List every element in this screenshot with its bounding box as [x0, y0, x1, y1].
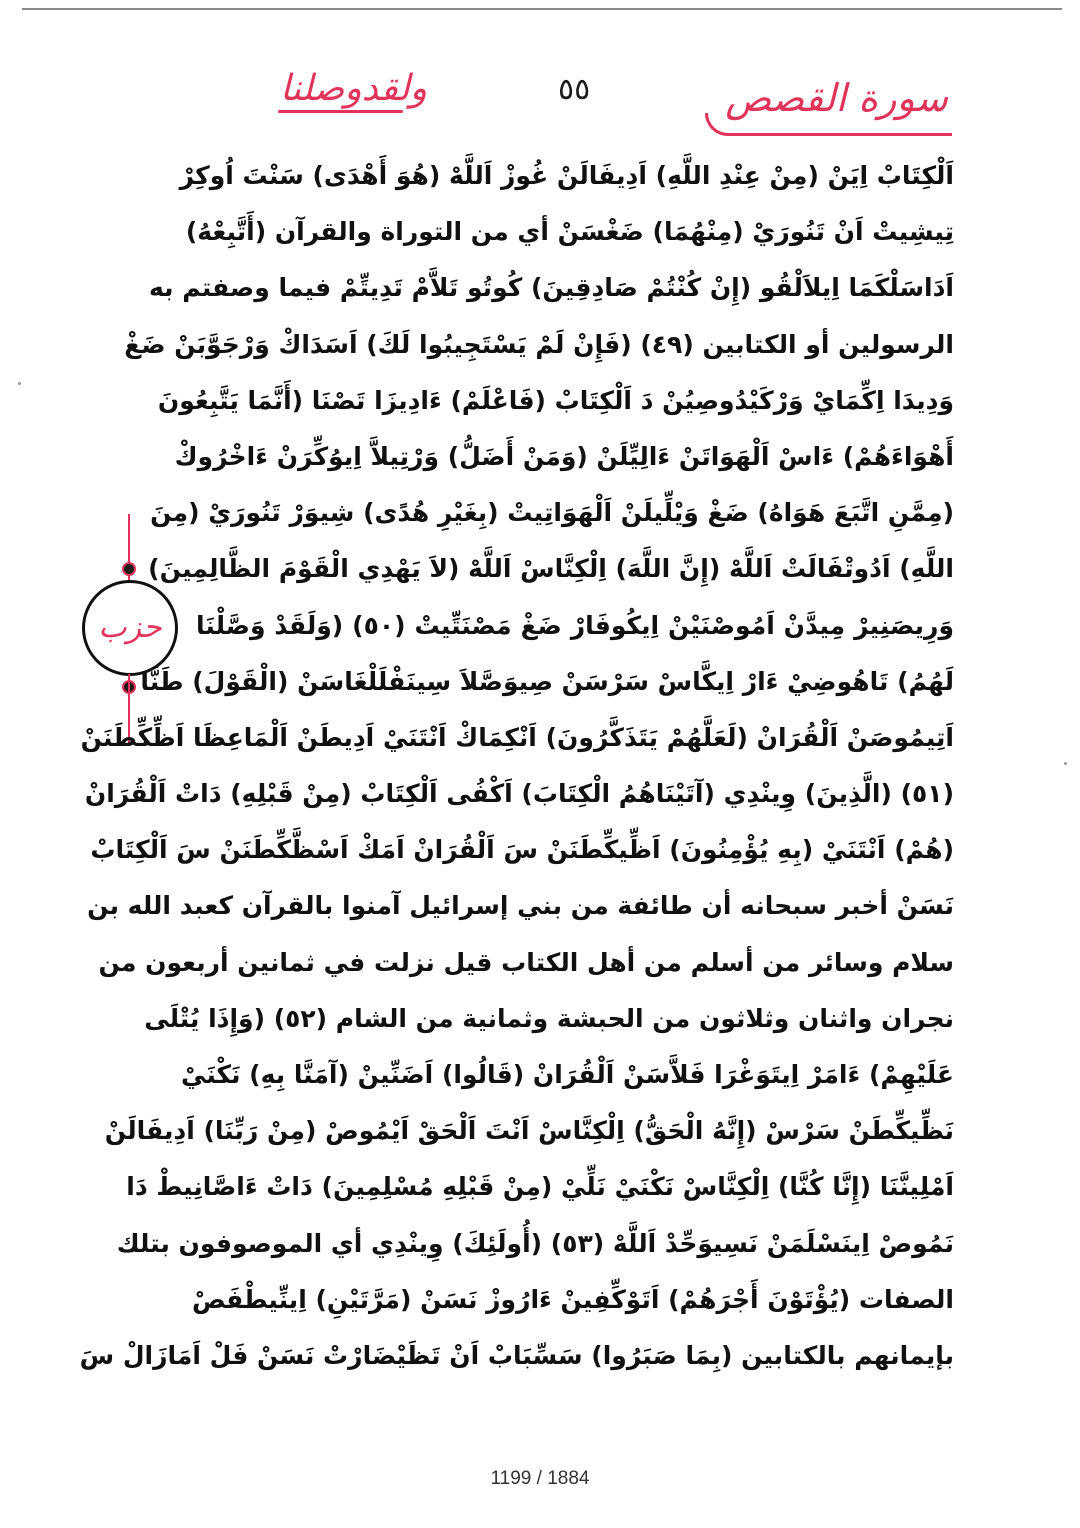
- surah-title-text: سورة القصص: [725, 76, 948, 120]
- text-line: أَهْوَاءَهُمْ) ءَاسْ اَلْهَوَاتَنْ ءَالِيِّلَنْ (وَمَنْ أَضَلُّ) وَرْتِيلاَّ اِيوُكِّرَنْ ءَاخْرُوكْ: [174, 441, 954, 471]
- text-line: الصفات (يُؤْتَوْنَ أَجْرَهُمْ) اَتَوْكِّفِينْ ءَارُوزْ نَسَنْ (مَرَّتَيْنِ) اِينِّيطْفَصْ: [191, 1284, 954, 1314]
- text-line: سلام وسائر من أسلم من أهل الكتاب قيل نزلت في ثمانين أربعون من: [98, 947, 954, 977]
- text-line: لَهُمُ) تَاهُوضِيْ ءَارْ اِيكَّاسْ سَرْسَنْ صِيوَصَّلاَ سِينَفْلَلْغَاسَنْ (الْقَوْلَ) طَنَّا: [140, 666, 954, 696]
- text-line: نَظِّيكِّطَنْ سَرْسْ (إِنَّهُ الْحَقُّ) اِلْكِنَّاسْ اَنْتَ اَلْحَقْ اَيْمُوصْ (مِنْ رَبِّنَا) اَدِيفَالَنْ: [104, 1116, 954, 1146]
- page-header: [180, 62, 970, 142]
- header-left-underline: [278, 110, 403, 113]
- text-line: نَسَنْ أخبر سبحانه أن طائفة من بني إسرائيل آمنوا بالقرآن كعبد الله بن: [87, 891, 954, 921]
- text-line: نجران واثنان وثلاثون من الحبشة وثمانية من الشام (٥٢) (وَإِذَا يُتْلَى: [144, 1003, 954, 1033]
- text-line: الرسولين أو الكتابين (٤٩) (فَإِنْ لَمْ يَسْتَجِيبُوا لَكَ) اَسَدَاكْ وَرْجَوَّبَنْ ضَغْ: [124, 329, 954, 359]
- header-left-note-text: ولقدوصلنا: [280, 68, 428, 109]
- text-line: (٥١) (الَّذِينَ) وِينْدِي (آتَيْنَاهُمُ الْكِتَابَ) اَكْفُى اَلْكِتَابْ (مِنْ قَبْلِهِ) دَاتْ اَلْقُرَانْ: [84, 779, 954, 809]
- text-line: بإيمانهم بالكتابين (بِمَا صَبَرُوا) سَسِّبَابْ اَنْ تَظَيْضَارْتْ نَسَنْ فَلْ اَمَازَالْ سَ: [79, 1340, 954, 1370]
- text-line: عَلَيْهِمْ) ءَامَرْ اِيتَوَغْرَا فَلاَّسَنْ اَلْقُرَانْ (قَالُوا) اَضَنِّينْ (آمَنَّا بِهِ) نَكْنَيْ: [181, 1060, 954, 1089]
- text-line: اَتِيمُوصَنْ اَلْقُرَانْ (لَعَلَّهُمْ يَتَذَكَّرُونَ) اَنْكِمَاكْ اَنْتَنَيْ اَدِيطَنْ اَلْمَاعِظَا اَظِّكِّطَنَنْ: [80, 722, 954, 752]
- header-page-number: ٥٥: [558, 72, 591, 107]
- text-line: اللَّهِ) اَدُوتْفَالَتْ اَللَّهْ (إِنَّ اللَّهَ) اِلْكِنَّاسْ اَللَّهْ (لاَ يَهْدِي الْقَوْمَ الظَّالِمِينَ): [148, 554, 954, 584]
- text-line: اَمْلِينَّنَا (إِنَّا كُنَّا) اِلْكِنَّاسْ نَكْنَيْ نَلِّيْ (مِنْ قَبْلِهِ مُسْلِمِينَ) دَاتْ ءَاصَّانِيطْ دَا: [126, 1172, 954, 1202]
- hizb-knot-top: [122, 562, 136, 576]
- text-line: نَمُوصْ اِينَسْلَمَنْ نَسِيوَحِّدْ اَللَّهْ (٥٣) (أُولَئِكَ) وِينْدِي أي الموصوفون بتلك: [116, 1228, 954, 1258]
- text-line: اَدَاسَلْكَمَا اِيلاَلْقُو (إِنْ كُنْتُمْ صَادِقِينَ) كُوتُو تَلاَّمْ تَدِيتِّمْ فيما وصفتم به: [149, 273, 954, 303]
- scan-speck: [1064, 762, 1067, 765]
- header-left-note: [280, 68, 427, 109]
- page-counter: 1199 / 1884: [490, 1468, 590, 1489]
- text-line: تِيشِيتْ اَنْ تَنُورَيْ (مِنْهُمَا) ضَغْسَنْ أي من التوراة والقرآن (أَتَّبِعْهُ): [185, 217, 954, 247]
- header-surah-title: [725, 76, 948, 120]
- surah-title-swoop: [705, 113, 952, 136]
- text-line: (هُمْ) اَنْتَنَيْ (بِهِ يُؤْمِنُونَ) اَظِّيكِّطَنَنْ سَ اَلْقُرَانْ اَمَكْ اَسْظَّكِّطَنَنْ سَ اَلْكِتَابْ: [90, 835, 954, 865]
- scan-speck: [18, 382, 21, 385]
- top-border-line: [22, 8, 1062, 10]
- text-line: وَرِيصَنِيرْ مِيدَّنْ اَمُوصْنَيْنْ اِيكُوفَارْ ضَغْ مَصْنَتِّيتْ (٥٠) (وَلَقَدْ وَصَّلْنَا: [196, 610, 954, 640]
- text-line: اَلْكِتَابْ اِيَنْ (مِنْ عِنْدِ اللَّهِ) اَدِيفَالَنْ غُوزْ اَللَّهْ (هُوَ أَهْدَى) سَنْتَ اُوكِرْ: [179, 161, 954, 190]
- text-line: (مِمَّنِ اتَّبَعَ هَوَاهُ) ضَغْ وَيْلِّيلَنْ اَلْهَوَاتِيتْ (بِغَيْرِ هُدًى) شِيوَرْ تَنُورَيْ (مِنَ: [150, 498, 954, 528]
- text-line: وَدِيدَا اِكِّمَايْ وَرْكَيْدُوصِيُنْ دَ اَلْكِتَابْ (فَاعْلَمْ) ءَادِيزَا تَصْنَا (أَنَّمَا يَتَّبِعُونَ: [157, 385, 954, 415]
- hizb-label: حزب: [98, 610, 162, 645]
